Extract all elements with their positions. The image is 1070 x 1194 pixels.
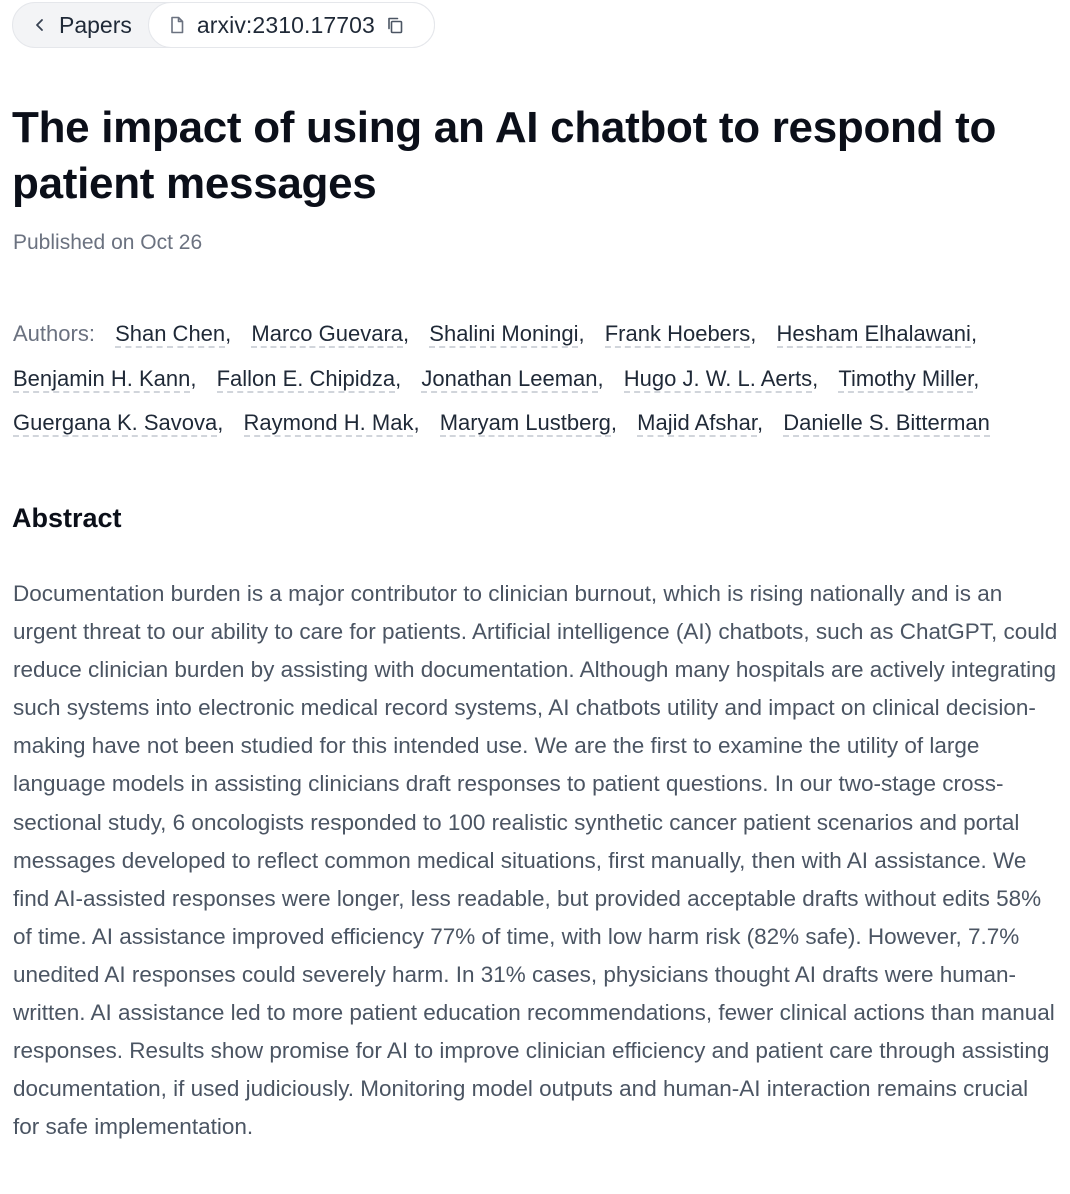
author-item bbox=[637, 401, 777, 446]
document-icon bbox=[167, 15, 187, 35]
author-separator: , bbox=[610, 410, 618, 435]
author-link[interactable]: Fallon E. Chipidza bbox=[216, 365, 396, 391]
author-item bbox=[421, 357, 617, 402]
breadcrumb bbox=[12, 2, 435, 48]
author-separator: , bbox=[403, 321, 410, 346]
copy-icon[interactable] bbox=[385, 15, 405, 35]
chevron-left-icon bbox=[33, 18, 47, 32]
author-link[interactable]: Shan Chen bbox=[115, 321, 226, 346]
author-separator: , bbox=[413, 410, 420, 435]
author-separator: , bbox=[970, 321, 978, 346]
published-date: Published on Oct 26 bbox=[13, 231, 203, 254]
author-separator: , bbox=[973, 365, 980, 391]
author-item bbox=[251, 312, 423, 357]
author-link[interactable]: Jonathan Leeman bbox=[421, 365, 598, 391]
author-item bbox=[13, 357, 210, 402]
author-item bbox=[244, 401, 434, 446]
author-item bbox=[115, 312, 245, 357]
author-item bbox=[783, 401, 990, 446]
back-label: Papers bbox=[59, 11, 132, 38]
author-item bbox=[838, 357, 993, 402]
author-link[interactable]: Guergana K. Savova bbox=[13, 410, 218, 435]
author-separator: , bbox=[812, 365, 819, 391]
authors-list bbox=[13, 312, 1058, 446]
author-link[interactable]: Hesham Elhalawani bbox=[776, 321, 971, 346]
author-separator: , bbox=[217, 410, 224, 435]
author-link[interactable]: Hugo J. W. L. Aerts bbox=[623, 365, 813, 391]
authors-label: Authors: bbox=[13, 321, 95, 346]
author-item bbox=[217, 357, 416, 402]
paper-title: The impact of using an AI chatbot to respond to patient messages bbox=[12, 103, 997, 208]
author-link[interactable]: Frank Hoebers bbox=[604, 321, 751, 346]
author-separator: , bbox=[597, 365, 604, 391]
author-separator: , bbox=[578, 321, 585, 346]
author-separator: , bbox=[190, 365, 197, 391]
author-separator: , bbox=[756, 410, 764, 435]
arxiv-id-pill bbox=[148, 2, 435, 48]
author-separator: , bbox=[750, 321, 757, 346]
abstract-heading: Abstract bbox=[12, 503, 122, 533]
author-item bbox=[777, 312, 992, 357]
abstract-text: Documentation burden is a major contributor to clinician burnout, which is rising nationally and is an urgent threat to our ability to care for patients. Artificial intelligence (AI) chatbots, such as ChatGPT, could reduce clinician burden by assisting with documentation. Although many hospitals are actively integrating such systems into electronic medical record systems, AI chatbots utility and impact on clinical decision-making have not been studied for this intended use. We are the first to examine the utility of large language models in assisting clinicians draft responses to patient questions. In our two-stage cross-sectional study, 6 oncologists responded to 100 realistic synthetic cancer patient scenarios and portal messages developed to reflect common medical situations, first manually, then with AI assistance. We find AI-assisted responses were longer, less readable, but provided acceptable drafts without edits 58% of time. AI assistance improved efficiency 77% of time, with low harm risk (82% safe). However, 7.7% unedited AI responses could severely harm. In 31% cases, physicians thought AI drafts were human-written. AI assistance led to more patient education recommendations, fewer clinical actions than manual responses. Results show promise for AI to improve clinician efficiency and patient care through assisting documentation, if used judiciously. Monitoring model outputs and human-AI interaction remains crucial for safe implementation. bbox=[13, 581, 1058, 1140]
author-link[interactable]: Majid Afshar bbox=[637, 410, 757, 435]
author-link[interactable]: Marco Guevara bbox=[251, 321, 404, 346]
author-link[interactable]: Timothy Miller bbox=[838, 365, 974, 391]
arxiv-id: arxiv:2310.17703 bbox=[196, 11, 375, 38]
author-item bbox=[429, 312, 598, 357]
author-link[interactable]: Benjamin H. Kann bbox=[13, 365, 191, 391]
author-separator: , bbox=[395, 365, 402, 391]
author-item bbox=[624, 357, 832, 402]
back-to-papers-button[interactable] bbox=[13, 3, 148, 47]
author-item bbox=[440, 401, 631, 446]
author-link[interactable]: Shalini Moningi bbox=[429, 321, 579, 346]
author-link[interactable]: Maryam Lustberg bbox=[439, 410, 611, 435]
author-link[interactable]: Raymond H. Mak bbox=[243, 410, 414, 435]
author-item bbox=[605, 312, 771, 357]
author-item bbox=[13, 401, 237, 446]
author-link[interactable]: Danielle S. Bitterman bbox=[783, 410, 990, 435]
author-separator: , bbox=[225, 321, 232, 346]
